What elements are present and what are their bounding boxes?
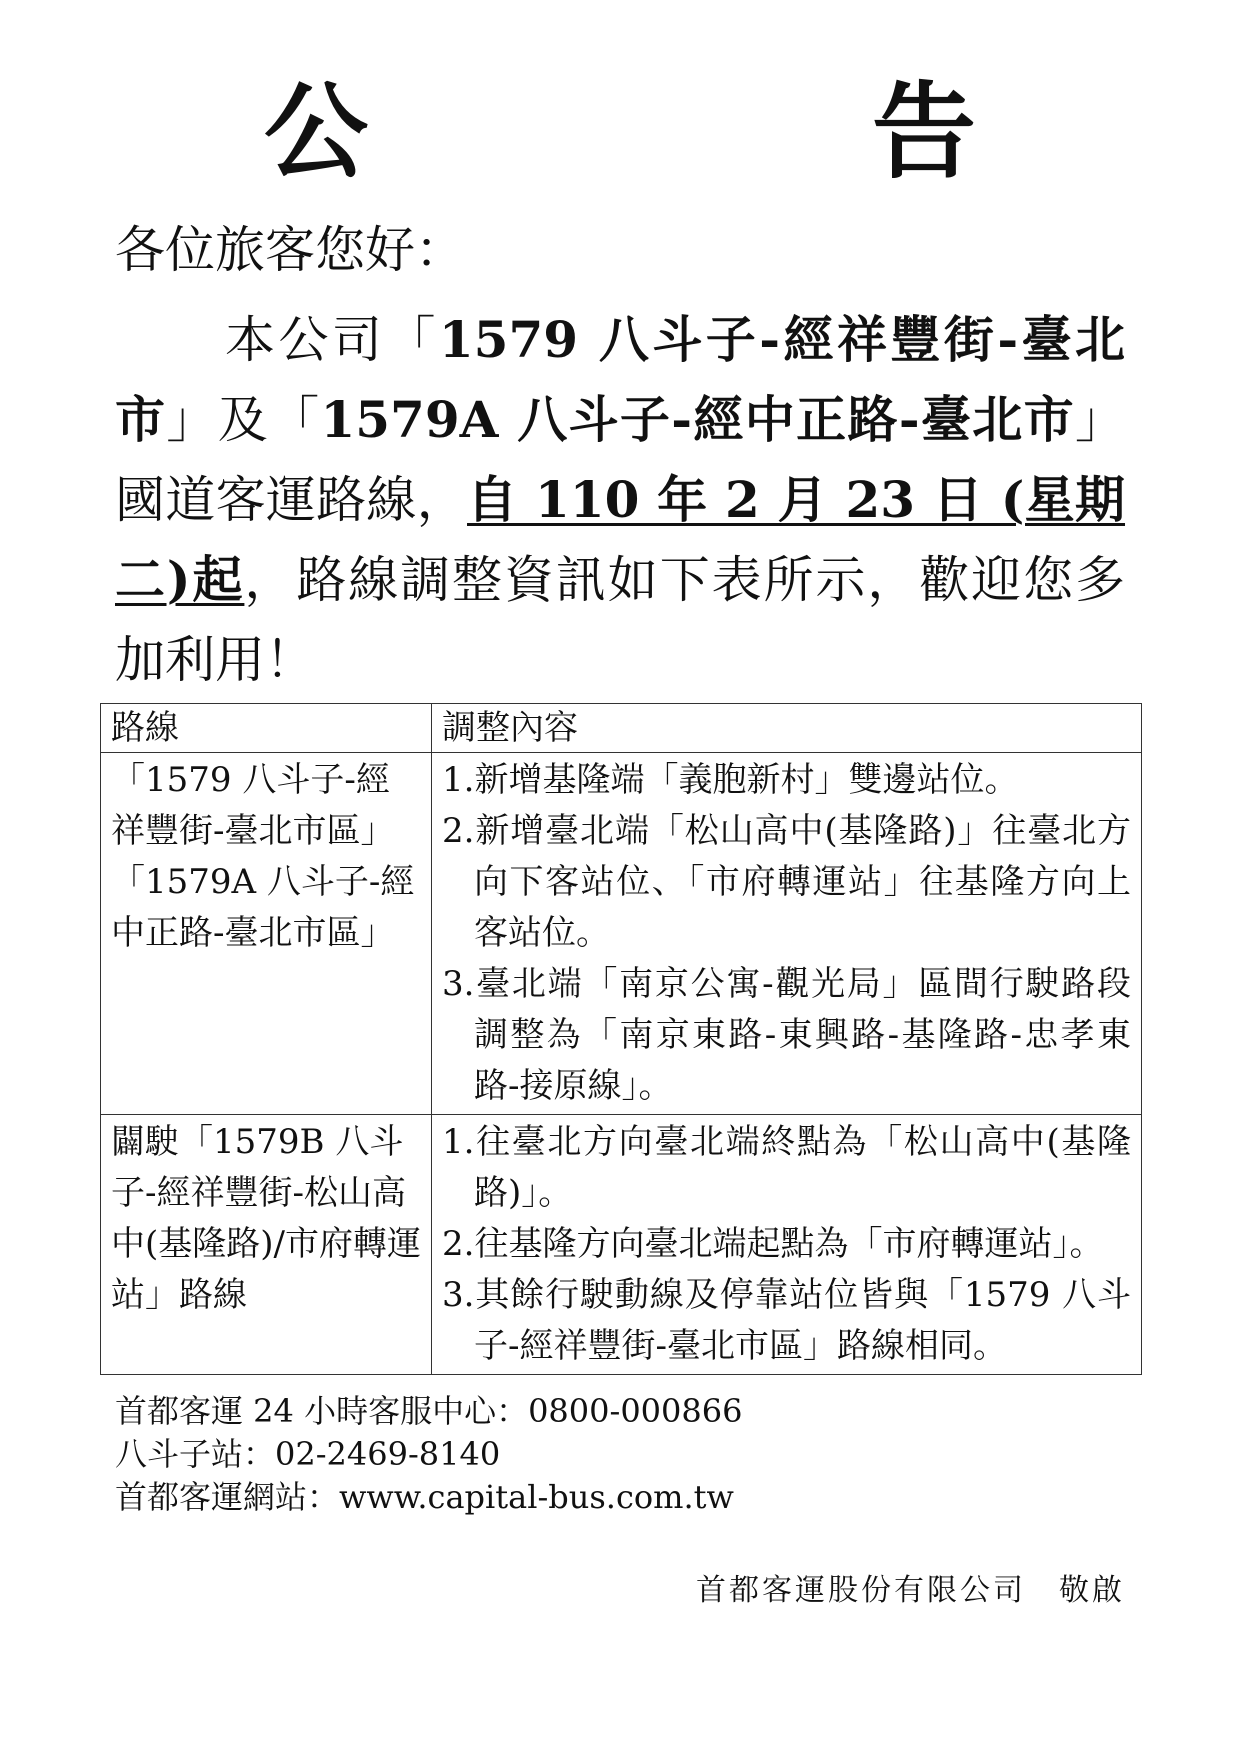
table-row	[101, 753, 1142, 1115]
adjustment-cell	[432, 1115, 1142, 1375]
notice-title: 公 告	[263, 70, 1176, 193]
adjustment-cell	[432, 753, 1142, 1115]
website-link[interactable]: 首都客運網站：www.capital-bus.com.tw	[115, 1478, 734, 1516]
body-text-2: 」及「	[166, 391, 321, 449]
route-cell: 闢駛「1579B 八斗子-經祥豐街-松山高中(基隆路)/市府轉運站」路線	[101, 1115, 432, 1375]
header-adjustment: 調整內容	[432, 704, 1142, 753]
body-text-4: ，路線調整資訊如下表所示，歡迎您多加利用！	[115, 551, 1125, 689]
greeting: 各位旅客您好：	[115, 221, 465, 279]
route-cell: 「1579 八斗子-經祥豐街-臺北市區」「1579A 八斗子-經中正路-臺北市區」	[101, 753, 432, 1115]
adjustment-item: 1.新增基隆端「義胞新村」雙邊站位。	[442, 760, 1019, 800]
adjustment-item: 3.其餘行駛動線及停靠站位皆與「1579 八斗子-經祥豐街-臺北市區」路線相同。	[442, 1275, 1131, 1366]
route-1579a-name: 1579A 八斗子-經中正路-臺北市	[320, 390, 1076, 449]
adjustment-item: 1.往臺北方向臺北端終點為「松山高中(基隆路)」。	[442, 1122, 1131, 1213]
header-route: 路線	[101, 704, 432, 753]
service-center-phone: 首都客運 24 小時客服中心：0800-000866	[115, 1392, 743, 1430]
body-text-3: 」國道客運路線，	[115, 391, 1126, 529]
adjustment-item: 3.臺北端「南京公寓-觀光局」區間行駛路段調整為「南京東路-東興路-基隆路-忠孝東路-接原線」。	[442, 964, 1131, 1106]
notice-body	[115, 300, 1125, 700]
effective-date: 自 110 年 2 月 23 日 (星期二)起	[115, 470, 1126, 609]
company-signoff: 首都客運股份有限公司 敬啟	[696, 1573, 1125, 1608]
route-1579-name: 1579 八斗子-經祥豐街-臺北市	[115, 310, 1126, 449]
adjustment-item: 2.往基隆方向臺北端起點為「市府轉運站」。	[442, 1224, 1104, 1264]
table-header-row	[101, 704, 1142, 753]
adjustment-item: 2.新增臺北端「松山高中(基隆路)」往臺北方向下客站位、「市府轉運站」往基隆方向上客站位。	[442, 811, 1131, 953]
route-adjustment-table	[100, 703, 1142, 1375]
table-row	[101, 1115, 1142, 1375]
badouzi-station-phone: 八斗子站：02-2469-8140	[115, 1435, 501, 1473]
body-text-1: 本公司「	[225, 311, 439, 369]
contact-info	[115, 1390, 742, 1519]
